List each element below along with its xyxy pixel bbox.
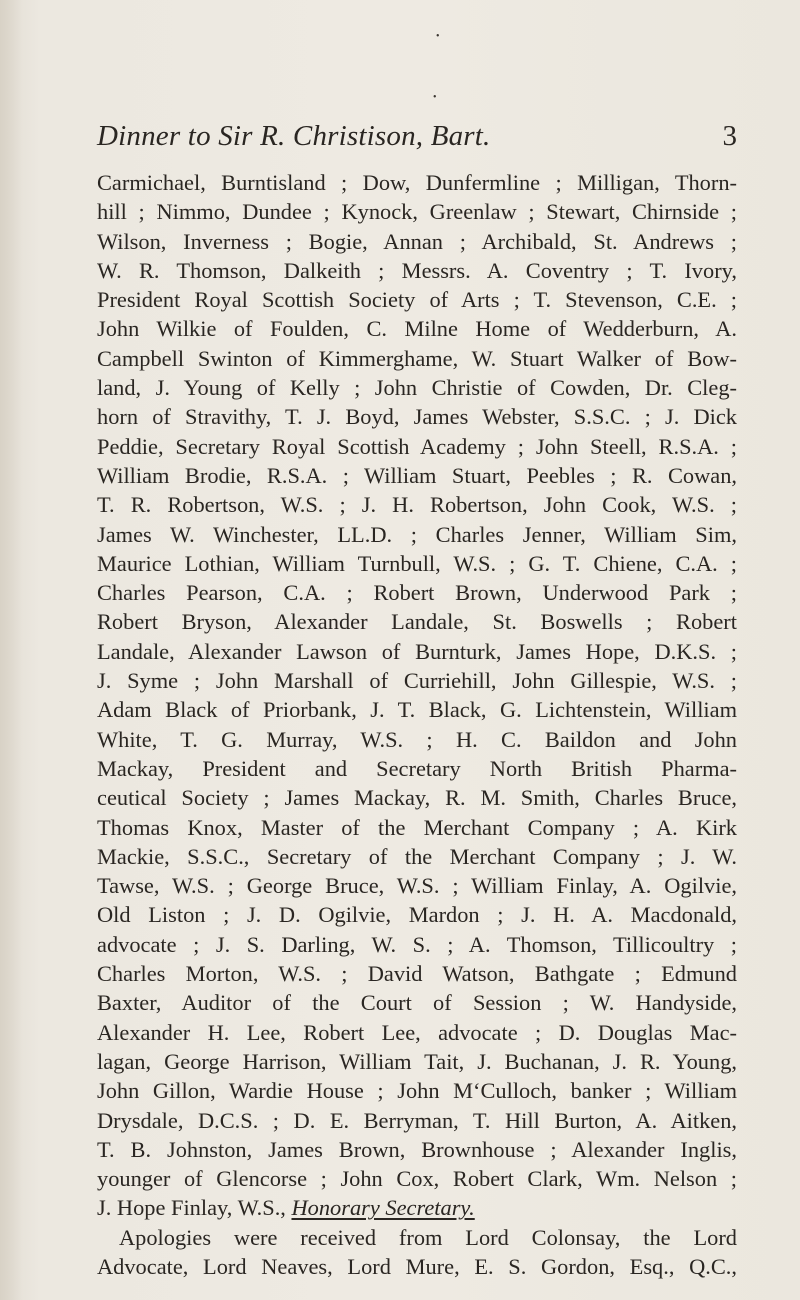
body-text (97, 168, 737, 1281)
text-line: Landale, Alexander Lawson of Burnturk, James Hope, D.K.S. ; (97, 638, 737, 664)
text-line: Robert Bryson, Alexander Landale, St. Boswells ; Robert (97, 609, 737, 635)
text-line: John Gillon, Wardie House ; John M‘Culloch, banker ; William (97, 1078, 737, 1104)
text-line: lagan, George Harrison, William Tait, J. Buchanan, J. R. Young, (97, 1048, 737, 1074)
text-line: Advocate, Lord Neaves, Lord Mure, E. S. Gordon, Esq., Q.C., (97, 1253, 737, 1279)
text-line: William Brodie, R.S.A. ; William Stuart, Peebles ; R. Cowan, (97, 462, 737, 488)
text-line: Peddie, Secretary Royal Scottish Academy ; John Steell, R.S.A. ; (97, 433, 737, 459)
text-line: Carmichael, Burntisland ; Dow, Dunfermline ; Milligan, Thorn- (97, 170, 737, 195)
text-line: Thomas Knox, Master of the Merchant Company ; A. Kirk (97, 814, 737, 840)
page-number: 3 (722, 120, 737, 152)
text-line: W. R. Thomson, Dalkeith ; Messrs. A. Coventry ; T. Ivory, (97, 257, 737, 283)
text-line: advocate ; J. S. Darling, W. S. ; A. Thomson, Tillicoultry ; (97, 931, 737, 957)
page-header (97, 120, 737, 154)
text-line: Old Liston ; J. D. Ogilvie, Mardon ; J. H. A. Macdonald, (97, 902, 737, 928)
running-head: Dinner to Sir R. Christison, Bart. (97, 120, 491, 152)
secretary-title: Honorary Secretary. (291, 1195, 475, 1221)
text-line: James W. Winchester, LL.D. ; Charles Jenner, William Sim, (97, 521, 737, 547)
secretary-name: J. Hope Finlay, W.S., (97, 1195, 292, 1221)
text-line: Wilson, Inverness ; Bogie, Annan ; Archibald, St. Andrews ; (97, 228, 737, 254)
text-line: land, J. Young of Kelly ; John Christie of Cowden, Dr. Cleg- (97, 375, 737, 401)
paragraph-attendees (97, 168, 737, 1223)
ink-speck: • (436, 31, 440, 42)
text-line: Mackie, S.S.C., Secretary of the Merchant Company ; J. W. (97, 843, 737, 869)
text-line: Drysdale, D.C.S. ; D. E. Berryman, T. Hill Burton, A. Aitken, (97, 1107, 737, 1133)
text-line: Charles Morton, W.S. ; David Watson, Bathgate ; Edmund (97, 961, 737, 987)
ink-speck: • (433, 92, 437, 103)
text-line: Maurice Lothian, William Turnbull, W.S. ; G. T. Chiene, C.A. ; (97, 550, 737, 576)
page-gutter-shadow (0, 0, 22, 1300)
paragraph-apologies (97, 1223, 737, 1282)
text-line: Apologies were received from Lord Colonsay, the Lord (119, 1224, 737, 1250)
text-line-signature (97, 1193, 737, 1222)
text-line: T. R. Robertson, W.S. ; J. H. Robertson, John Cook, W.S. ; (97, 492, 737, 518)
text-line: J. Syme ; John Marshall of Curriehill, John Gillespie, W.S. ; (97, 668, 737, 694)
text-line: ceutical Society ; James Mackay, R. M. Smith, Charles Bruce, (97, 785, 737, 811)
text-line: Mackay, President and Secretary North British Pharma- (97, 755, 737, 781)
text-line: Campbell Swinton of Kimmerghame, W. Stuart Walker of Bow- (97, 345, 737, 371)
text-line: hill ; Nimmo, Dundee ; Kynock, Greenlaw ; Stewart, Chirnside ; (97, 199, 737, 225)
text-line: John Wilkie of Foulden, C. Milne Home of Wedderburn, A. (97, 316, 737, 342)
text-line: Adam Black of Priorbank, J. T. Black, G. Lichtenstein, William (97, 697, 737, 723)
text-line: horn of Stravithy, T. J. Boyd, James Webster, S.S.C. ; J. Dick (97, 404, 737, 430)
text-line: Charles Pearson, C.A. ; Robert Brown, Underwood Park ; (97, 580, 737, 606)
text-line: Tawse, W.S. ; George Bruce, W.S. ; William Finlay, A. Ogilvie, (97, 873, 737, 899)
text-line: T. B. Johnston, James Brown, Brownhouse ; Alexander Inglis, (97, 1136, 737, 1162)
text-line: Baxter, Auditor of the Court of Session ; W. Handyside, (97, 990, 737, 1016)
text-line: President Royal Scottish Society of Arts ; T. Stevenson, C.E. ; (97, 287, 737, 313)
text-line: younger of Glencorse ; John Cox, Robert Clark, Wm. Nelson ; (97, 1166, 737, 1192)
text-line: Alexander H. Lee, Robert Lee, advocate ; D. Douglas Mac- (97, 1019, 737, 1045)
text-line: White, T. G. Murray, W.S. ; H. C. Baildon and John (97, 726, 737, 752)
